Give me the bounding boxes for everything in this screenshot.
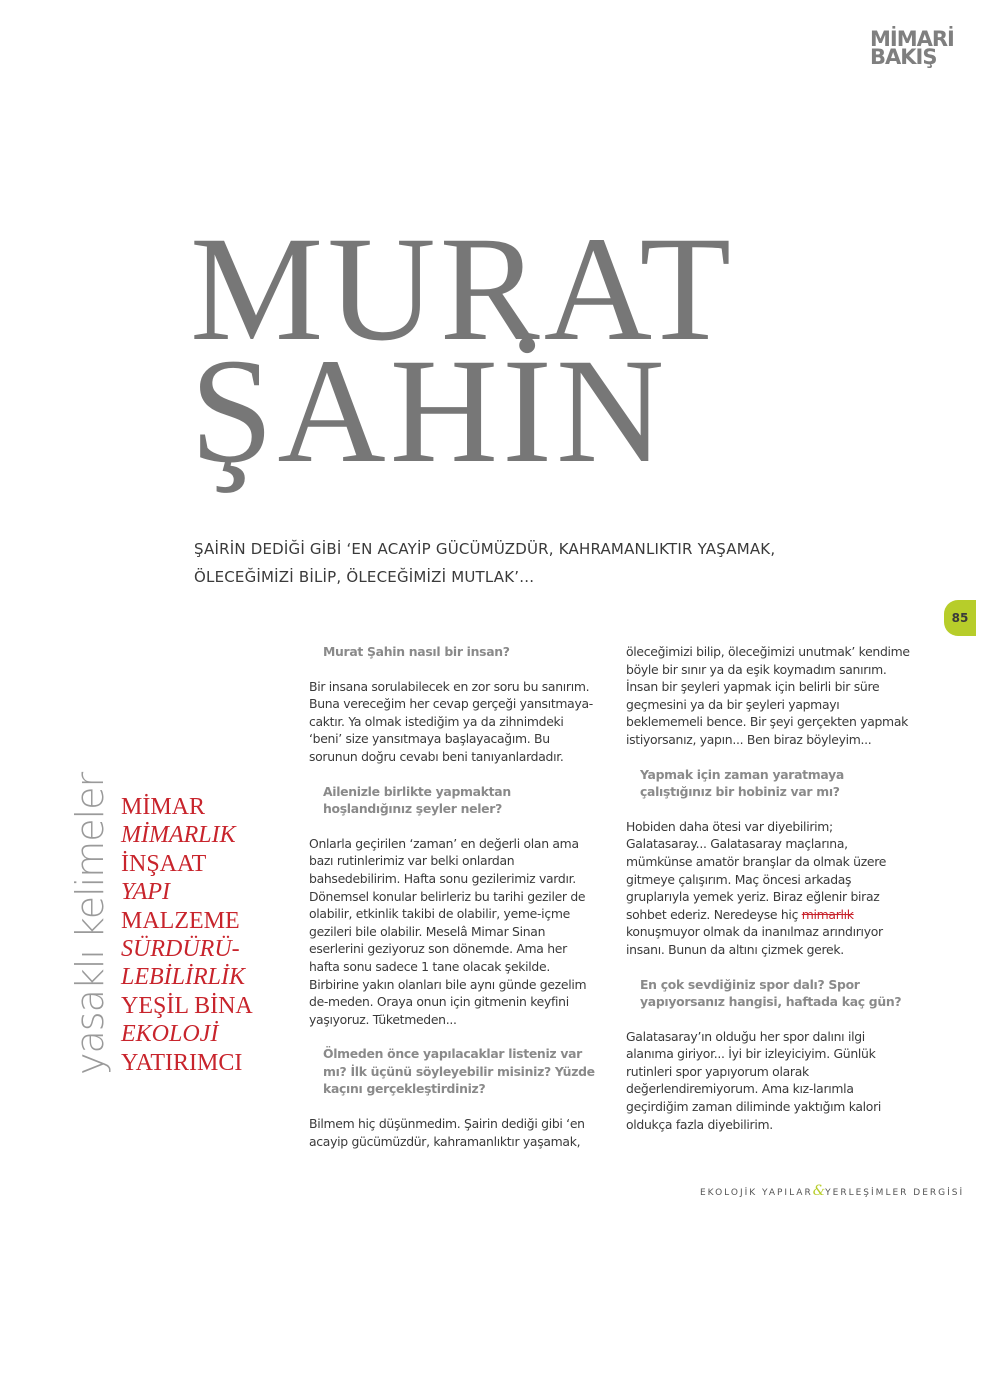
interview-question: Yapmak için zaman yaratmaya çalıştığınız bir hobiniz var mı?: [640, 766, 844, 800]
subtitle-line-2: ÖLECEĞİMİZİ BİLİP, ÖLECEĞİMİZİ MUTLAK’...: [194, 568, 535, 586]
keyword: İNŞAAT: [121, 850, 207, 877]
struck-word: mimarlık: [801, 906, 854, 922]
interview-answer: Onlarla geçirilen ‘zaman’ en değerli olan ama bazı rutinlerimiz var belki onlardan bahsedebilirim. Hafta sonu gezilerimiz vardır. Dönemsel konular belirleriz bu tarihi geziler de olabilir, etkinlik takibi de olabilir, yeme-içme gezileri bile olabilir. Meselâ Mimar Sinan eserlerini geziyoruz son dönemde. Ama her hafta sonu sadece 1 tane olacak şekilde. Birbirine yakın olanları bile aynı günde gezelim de-meden. Oraya onun için gitmenin keyfini yaşıyoruz. Tüketmeden...: [309, 835, 587, 1027]
article-title: [190, 206, 890, 494]
keyword: LEBİLİRLİK: [121, 964, 246, 991]
keyword: MİMAR: [121, 794, 206, 820]
footer-left: EKOLOJİK YAPILAR: [700, 1188, 813, 1198]
article-subtitle: [194, 535, 814, 591]
forbidden-words-list: [121, 793, 291, 1077]
title-last-name: ŞAHİN: [190, 328, 669, 494]
interview-column-left: [309, 643, 599, 1167]
brand-line-2: BAKIŞ: [870, 45, 937, 69]
answer-text: konuşmuyor olmak da inanılmaz arındırıyor insanı. Bunun da altını çizmek gerek.: [626, 924, 883, 957]
keyword: MİMARLIK: [121, 822, 236, 849]
answer-text: Hobiden daha ötesi var diyebilirim; Galatasaray... Galatasaray maçlarına, mümkünse amatör branşlar da olmak üzere gitmeye çalışırım. Maç öncesi arkadaş gruplarıyla yemek yeriz. Biraz eğlenir biraz sohbet ederiz. Neredeyse hiç: [626, 818, 887, 922]
page-number-badge: 85: [944, 600, 976, 636]
magazine-footer: [700, 1183, 965, 1199]
keyword: SÜRDÜRÜ-: [121, 936, 240, 963]
brand-line-1: MİMARİ: [870, 27, 954, 51]
forbidden-words-vertical-label: yasaklı kelimeler: [68, 772, 112, 1075]
keyword: YEŞİL BİNA: [121, 992, 253, 1019]
interview-answer-continued: öleceğimizi bilip, öleceğimizi unutmak’ kendime böyle bir sınır ya da eşik koymadım sanırım. İnsan bir şeyleri yapmak için belirli bir süre geçmesini ya da bir şeyleri yapmayı beklememeli bence. Bir şeyi gerçekten yapmak istiyorsanız, yapın... Ben biraz böyleyim...: [626, 644, 910, 747]
interview-answer: [626, 818, 916, 959]
keyword: YATIRIMCI: [121, 1049, 243, 1076]
interview-column-right: [626, 643, 916, 1150]
keyword: EKOLOJİ: [121, 1021, 219, 1048]
interview-answer: Bir insana sorulabilecek en zor soru bu sanırım. Buna vereceğim her cevap gerçeği yansıtmaya-caktır. Ya olmak istediğim ya da zihnimdeki ‘beni’ size yansıtmaya başlayacağım. Bu sorunun doğru cevabı beni tanıyanlardadır.: [309, 678, 593, 764]
keyword: MALZEME: [121, 907, 240, 934]
magazine-brand-logo: [870, 27, 970, 69]
interview-answer: Galatasaray’ın olduğu her spor dalını ilgi alanıma giriyor... İyi bir izleyiciyim. Günlük rutinleri spor yapıyorum olarak değerlendiremiyorum. Ama kız-larımla geçirdiğim zaman diliminde yaktığım kalori oldukça fazla diyebilirim.: [626, 1028, 882, 1132]
interview-answer: Bilmem hiç düşünmedim. Şairin dediği gibi ‘en acayip gücümüzdür, kahramanlıktır yaşamak,: [309, 1116, 585, 1149]
title-first-name: MURAT: [190, 206, 736, 372]
keyword: YAPI: [121, 879, 170, 906]
interview-question: En çok sevdiğiniz spor dalı? Spor yapıyorsanız hangisi, haftada kaç gün?: [640, 976, 902, 1010]
footer-right: YERLEŞİMLER DERGİSİ: [825, 1188, 965, 1198]
interview-question: Murat Şahin nasıl bir insan?: [323, 644, 510, 659]
interview-question: Ailenizle birlikte yapmaktan hoşlandığınız şeyler neler?: [323, 783, 511, 817]
interview-question: Ölmeden önce yapılacaklar listeniz var mı? İlk üçünü söyleyebilir misiniz? Yüzde kaçını gerçekleştirdiniz?: [323, 1046, 595, 1097]
subtitle-line-1: ŞAİRİN DEDİĞİ GİBİ ‘EN ACAYİP GÜCÜMÜZDÜR, KAHRAMANLIKTIR YAŞAMAK,: [194, 540, 776, 558]
footer-ampersand: &: [812, 1183, 826, 1199]
